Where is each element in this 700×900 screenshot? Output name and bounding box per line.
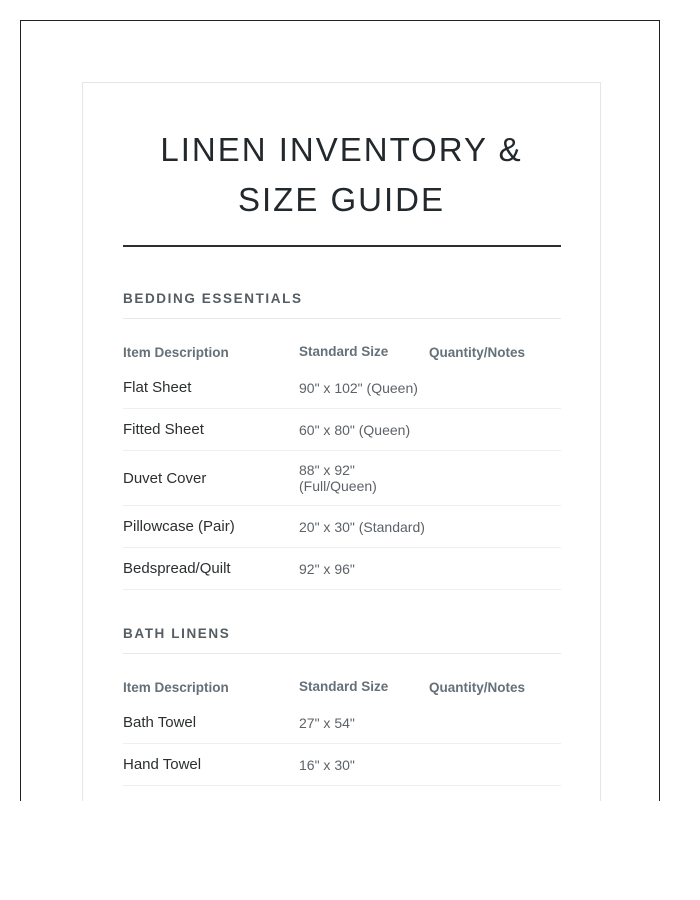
table-row <box>123 744 561 786</box>
standard-size: 16" x 30" <box>299 756 355 773</box>
document-card <box>82 82 601 801</box>
column-header-item: Item Description <box>123 344 229 360</box>
standard-size: 92" x 96" <box>299 560 355 577</box>
column-header-size: Standard Size <box>299 679 389 694</box>
table-header <box>123 337 561 367</box>
standard-size: 90" x 102" (Queen) <box>299 379 418 396</box>
title-line-2: SIZE GUIDE <box>237 181 446 218</box>
table-row <box>123 702 561 744</box>
column-header-item: Item Description <box>123 679 229 695</box>
standard-size: 60" x 80" (Queen) <box>299 421 411 438</box>
table-row <box>123 506 561 548</box>
item-description: Duvet Cover <box>123 469 207 487</box>
table-row <box>123 409 561 451</box>
title-divider <box>123 245 561 247</box>
bath-table <box>123 672 561 786</box>
column-header-notes: Quantity/Notes <box>429 679 526 695</box>
standard-size: 27" x 54" <box>299 714 355 731</box>
bedding-table <box>123 337 561 590</box>
page-title <box>83 125 600 225</box>
column-header-notes: Quantity/Notes <box>429 344 526 360</box>
section-heading-bedding: BEDDING ESSENTIALS <box>123 291 561 319</box>
item-description: Bath Towel <box>123 714 197 731</box>
item-description: Flat Sheet <box>123 379 192 396</box>
table-row <box>123 451 561 506</box>
standard-size: 20" x 30" (Standard) <box>299 518 425 535</box>
column-header-size: Standard Size <box>299 344 389 359</box>
standard-size: 88" x 92" (Full/Queen) <box>299 462 377 494</box>
item-description: Bedspread/Quilt <box>123 560 231 577</box>
section-heading-bath: BATH LINENS <box>123 626 561 654</box>
item-description: Hand Towel <box>123 756 202 773</box>
page-frame <box>20 20 660 801</box>
title-line-1: LINEN INVENTORY & <box>160 131 523 168</box>
item-description: Pillowcase (Pair) <box>123 518 235 535</box>
table-row <box>123 548 561 590</box>
table-header <box>123 672 561 702</box>
item-description: Fitted Sheet <box>123 421 204 438</box>
table-row <box>123 367 561 409</box>
